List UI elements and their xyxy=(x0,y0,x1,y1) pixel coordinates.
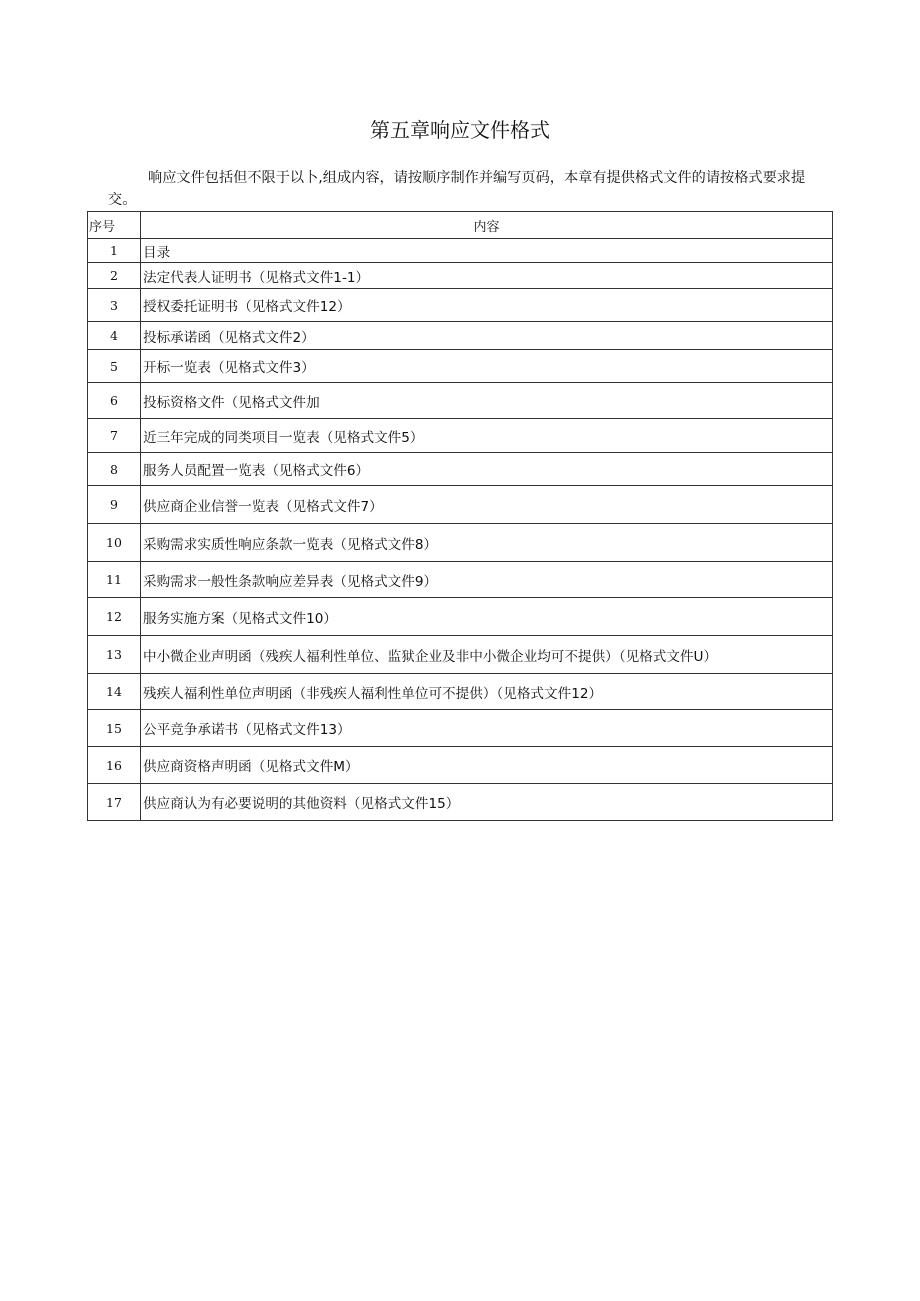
row-content: 授权委托证明书（见格式文件12） xyxy=(141,289,833,322)
row-content: 采购需求一般性条款响应差异表（见格式文件9） xyxy=(141,562,833,598)
table-row xyxy=(88,239,833,263)
row-number: 5 xyxy=(88,350,141,383)
row-number: 11 xyxy=(88,562,141,598)
table-row xyxy=(88,598,833,636)
row-content: 供应商资格声明函（见格式文件M） xyxy=(141,747,833,784)
row-content: 服务人员配置一览表（见格式文件6） xyxy=(141,453,833,486)
row-number: 2 xyxy=(88,263,141,289)
header-content: 内容 xyxy=(141,212,833,239)
row-number: 15 xyxy=(88,710,141,747)
row-number: 17 xyxy=(88,784,141,821)
row-number: 12 xyxy=(88,598,141,636)
table-row xyxy=(88,419,833,453)
row-content: 供应商企业信誉一览表（见格式文件7） xyxy=(141,486,833,524)
row-content: 开标一览表（见格式文件3） xyxy=(141,350,833,383)
table-row xyxy=(88,383,833,419)
row-number: 9 xyxy=(88,486,141,524)
row-content: 投标承诺函（见格式文件2） xyxy=(141,322,833,350)
row-number: 13 xyxy=(88,636,141,674)
row-number: 7 xyxy=(88,419,141,453)
table-row xyxy=(88,674,833,710)
intro-paragraph: 响应文件包括但不限于以卜,组成内容，请按顺序制作并编写页码，本章有提供格式文件的请按格式要求提交。 xyxy=(108,170,806,208)
row-content: 投标资格文件（见格式文件加 xyxy=(141,383,833,419)
table-row xyxy=(88,710,833,747)
row-number: 6 xyxy=(88,383,141,419)
table-row xyxy=(88,322,833,350)
row-content: 采购需求实质性响应条款一览表（见格式文件8） xyxy=(141,524,833,562)
table-row xyxy=(88,747,833,784)
table-row xyxy=(88,636,833,674)
table-row xyxy=(88,784,833,821)
row-number: 14 xyxy=(88,674,141,710)
table-row xyxy=(88,453,833,486)
row-content: 服务实施方案（见格式文件10） xyxy=(141,598,833,636)
row-content: 目录 xyxy=(141,239,833,263)
page-title: 第五章响应文件格式 xyxy=(370,118,550,142)
table-row xyxy=(88,562,833,598)
row-content: 近三年完成的同类项目一览表（见格式文件5） xyxy=(141,419,833,453)
table-row xyxy=(88,289,833,322)
row-content: 中小微企业声明函（残疾人福利性单位、监狱企业及非中小微企业均可不提供）（见格式文件U） xyxy=(141,636,833,674)
row-number: 1 xyxy=(88,239,141,263)
table-row xyxy=(88,350,833,383)
row-number: 3 xyxy=(88,289,141,322)
header-number: 序号 xyxy=(88,212,141,239)
row-number: 16 xyxy=(88,747,141,784)
table-row xyxy=(88,486,833,524)
contents-table xyxy=(87,211,833,821)
row-content: 公平竞争承诺书（见格式文件13） xyxy=(141,710,833,747)
row-number: 8 xyxy=(88,453,141,486)
row-number: 10 xyxy=(88,524,141,562)
table-header-row xyxy=(88,212,833,239)
row-content: 法定代表人证明书（见格式文件1-1） xyxy=(141,263,833,289)
row-content: 残疾人福利性单位声明函（非残疾人福利性单位可不提供）（见格式文件12） xyxy=(141,674,833,710)
row-content: 供应商认为有必要说明的其他资料（见格式文件15） xyxy=(141,784,833,821)
row-number: 4 xyxy=(88,322,141,350)
table-row xyxy=(88,524,833,562)
table-row xyxy=(88,263,833,289)
